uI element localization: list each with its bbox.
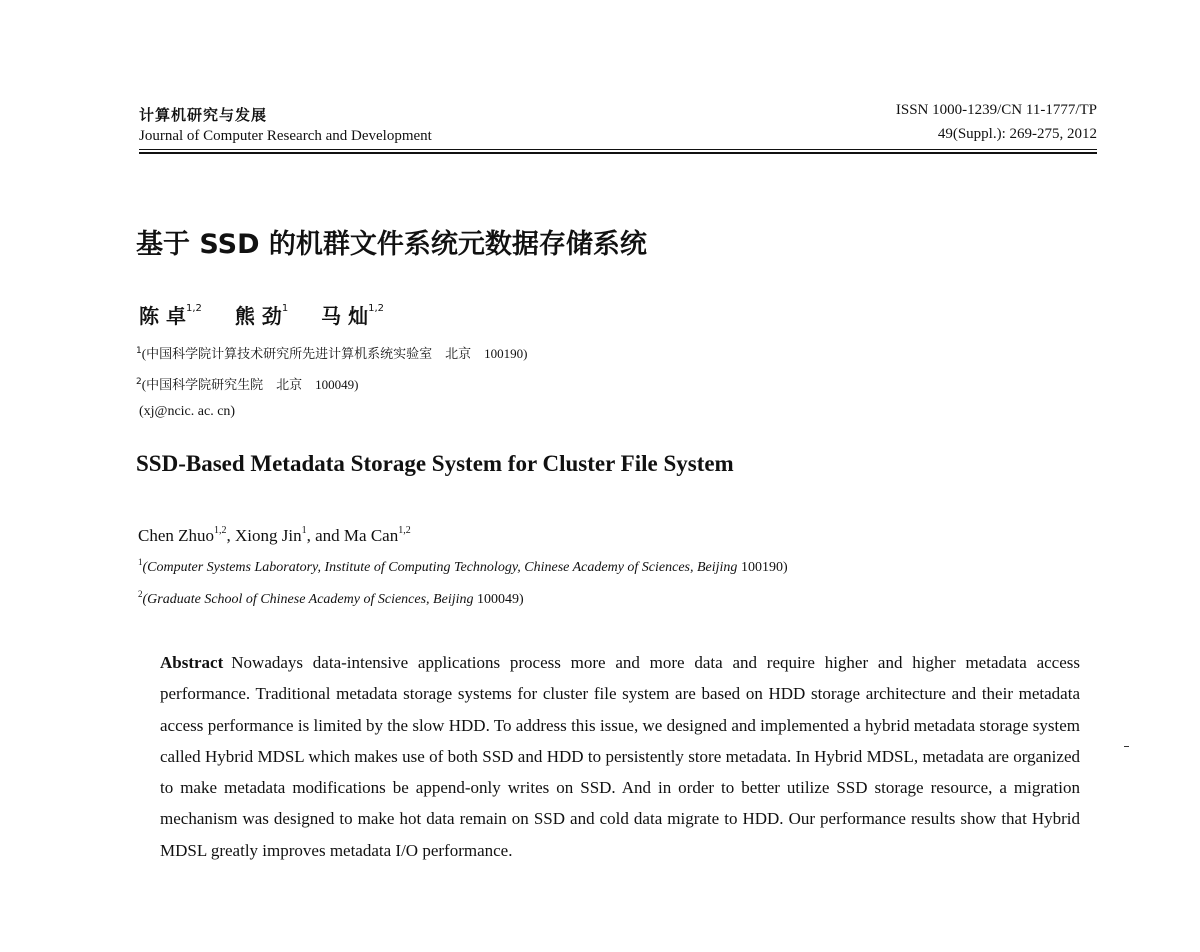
journal-header — [139, 98, 1097, 158]
authors-cn — [139, 300, 384, 329]
header-rule-thick — [139, 152, 1097, 154]
affiliation-sup: 1 — [138, 557, 143, 567]
affiliation-sup: 1 — [136, 346, 142, 356]
journal-name-en: Journal of Computer Research and Development — [139, 128, 432, 144]
affiliation-cn — [136, 374, 358, 393]
affiliation-sup: 2 — [136, 377, 142, 387]
author-cn: 马 灿 — [321, 304, 369, 328]
authors-en — [138, 525, 411, 546]
author-cn: 熊 劲 — [234, 304, 282, 328]
author-sup: 1,2 — [214, 525, 227, 536]
abstract — [160, 647, 1080, 866]
affiliation-cn — [136, 343, 527, 362]
email-address: (xj@ncic. ac. cn) — [139, 404, 236, 419]
header-rule-thin — [139, 149, 1097, 150]
affiliation-en — [138, 589, 524, 608]
author-en: Xiong Jin — [235, 526, 302, 545]
affiliation-en — [138, 557, 788, 576]
author-en: Ma Can — [343, 526, 399, 545]
author-en: Chen Zhuo — [138, 526, 215, 545]
abstract-label: Abstract — [160, 653, 224, 672]
author-sup: 1 — [281, 303, 289, 314]
author-sup: 1,2 — [185, 303, 202, 314]
author-cn: 陈 卓 — [139, 304, 186, 328]
margin-mark — [1124, 746, 1129, 747]
journal-name-cn: 计算机研究与发展 — [139, 106, 268, 124]
abstract-text: Nowadays data-intensive applications process more and more data and require higher and higher metadata access performance. Traditional metadata storage systems for cluster file system are based on HDD storage architecture and their metadata access performance is limited by the slow HDD. To address this issue, we designed and implemented a hybrid metadata storage system called Hybrid MDSL which makes use of both SSD and HDD to persistently store metadata. In Hybrid MDSL, metadata are organized to make metadata modifications be append-only writes on SSD. And in order to better utilize SSD storage resource, a migration mechanism was designed to make hot data remain on SSD and cold data migrate to HDD. Our performance results show that Hybrid MDSL greatly improves metadata I/O performance. — [160, 653, 1080, 860]
affiliation-sup: 2 — [138, 589, 143, 599]
paper-title-en: SSD-Based Metadata Storage System for Cluster File System — [136, 451, 734, 476]
issn: ISSN 1000-1239/CN 11-1777/TP — [895, 102, 1097, 118]
affiliation-text: (中国科学院计算技术研究所先进计算机系统实验室 北京 100190) — [141, 346, 528, 361]
author-sup: 1 — [301, 525, 307, 536]
author-separator: , and — [306, 526, 344, 545]
affiliation-text: (中国科学院研究生院 北京 100049) — [141, 377, 359, 392]
postal-code: 100049) — [477, 592, 524, 607]
author-separator: , — [226, 526, 236, 545]
paper-title-cn: 基于 SSD 的机群文件系统元数据存储系统 — [136, 229, 647, 260]
postal-code: 100190) — [740, 560, 788, 575]
author-sup: 1,2 — [368, 303, 385, 314]
affiliation-text: (Computer Systems Laboratory, Institute of Computing Technology, Chinese Academy of Sciences, Beijing — [142, 560, 738, 575]
affiliation-text: (Graduate School of Chinese Academy of Sciences, Beijing — [142, 592, 474, 607]
author-sup: 1,2 — [398, 525, 411, 536]
volume-pages: 49(Suppl.): 269-275, 2012 — [937, 126, 1097, 142]
